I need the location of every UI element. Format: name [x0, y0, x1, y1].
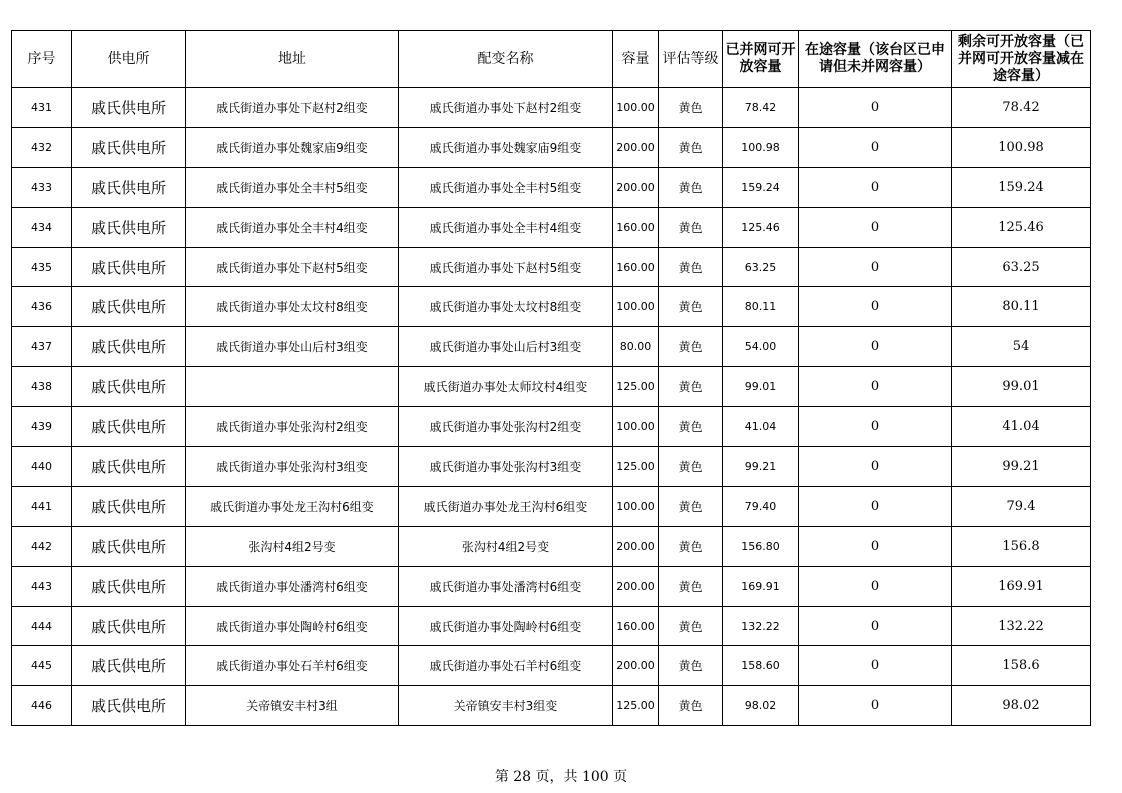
cell-connected: 132.22 [723, 606, 799, 646]
cell-remaining: 159.24 [952, 167, 1091, 207]
table-body [12, 88, 1091, 726]
cell-connected: 80.11 [723, 287, 799, 327]
cell-address: 戚氏街道办事处潘湾村6组变 [186, 566, 399, 606]
header-remaining: 剩余可开放容量（已并网可开放容量减在途容量） [952, 31, 1091, 88]
cell-remaining: 79.4 [952, 486, 1091, 526]
cell-address: 戚氏街道办事处张沟村2组变 [186, 407, 399, 447]
cell-remaining: 99.21 [952, 447, 1091, 487]
table-row [12, 367, 1091, 407]
cell-transformer: 戚氏街道办事处山后村3组变 [399, 327, 613, 367]
cell-grade: 黄色 [659, 447, 723, 487]
cell-supplier: 戚氏供电所 [72, 287, 186, 327]
cell-capacity: 200.00 [613, 127, 659, 167]
table-row [12, 486, 1091, 526]
capacity-table [11, 30, 1091, 726]
cell-no: 436 [12, 287, 72, 327]
cell-grade: 黄色 [659, 407, 723, 447]
cell-address: 戚氏街道办事处下赵村2组变 [186, 88, 399, 128]
cell-capacity: 100.00 [613, 486, 659, 526]
cell-in-transit: 0 [799, 327, 952, 367]
cell-remaining: 54 [952, 327, 1091, 367]
cell-in-transit: 0 [799, 646, 952, 686]
table-row [12, 447, 1091, 487]
table-row [12, 606, 1091, 646]
header-address: 地址 [186, 31, 399, 88]
cell-capacity: 160.00 [613, 247, 659, 287]
cell-address: 关帝镇安丰村3组 [186, 686, 399, 726]
cell-supplier: 戚氏供电所 [72, 167, 186, 207]
cell-grade: 黄色 [659, 88, 723, 128]
cell-supplier: 戚氏供电所 [72, 127, 186, 167]
cell-address: 戚氏街道办事处魏家庙9组变 [186, 127, 399, 167]
cell-transformer: 戚氏街道办事处太师坟村4组变 [399, 367, 613, 407]
cell-address: 戚氏街道办事处太坟村8组变 [186, 287, 399, 327]
cell-address: 戚氏街道办事处张沟村3组变 [186, 447, 399, 487]
cell-connected: 156.80 [723, 526, 799, 566]
cell-address: 戚氏街道办事处下赵村5组变 [186, 247, 399, 287]
cell-grade: 黄色 [659, 127, 723, 167]
cell-no: 442 [12, 526, 72, 566]
cell-remaining: 100.98 [952, 127, 1091, 167]
cell-in-transit: 0 [799, 207, 952, 247]
cell-remaining: 132.22 [952, 606, 1091, 646]
cell-capacity: 100.00 [613, 287, 659, 327]
cell-in-transit: 0 [799, 486, 952, 526]
cell-connected: 41.04 [723, 407, 799, 447]
cell-transformer: 戚氏街道办事处潘湾村6组变 [399, 566, 613, 606]
cell-connected: 54.00 [723, 327, 799, 367]
table-row [12, 526, 1091, 566]
cell-remaining: 63.25 [952, 247, 1091, 287]
cell-grade: 黄色 [659, 247, 723, 287]
cell-transformer: 戚氏街道办事处太坟村8组变 [399, 287, 613, 327]
cell-in-transit: 0 [799, 127, 952, 167]
cell-capacity: 160.00 [613, 606, 659, 646]
table-row [12, 167, 1091, 207]
cell-supplier: 戚氏供电所 [72, 646, 186, 686]
cell-supplier: 戚氏供电所 [72, 566, 186, 606]
cell-in-transit: 0 [799, 447, 952, 487]
cell-capacity: 100.00 [613, 88, 659, 128]
cell-address: 戚氏街道办事处陶岭村6组变 [186, 606, 399, 646]
cell-grade: 黄色 [659, 646, 723, 686]
table-row [12, 566, 1091, 606]
cell-transformer: 戚氏街道办事处张沟村2组变 [399, 407, 613, 447]
cell-no: 440 [12, 447, 72, 487]
cell-grade: 黄色 [659, 367, 723, 407]
cell-no: 439 [12, 407, 72, 447]
cell-capacity: 200.00 [613, 167, 659, 207]
cell-supplier: 戚氏供电所 [72, 327, 186, 367]
cell-supplier: 戚氏供电所 [72, 207, 186, 247]
cell-address: 戚氏街道办事处全丰村5组变 [186, 167, 399, 207]
table-row [12, 287, 1091, 327]
table-row [12, 646, 1091, 686]
cell-supplier: 戚氏供电所 [72, 447, 186, 487]
cell-connected: 63.25 [723, 247, 799, 287]
cell-grade: 黄色 [659, 686, 723, 726]
cell-address: 张沟村4组2号变 [186, 526, 399, 566]
cell-in-transit: 0 [799, 247, 952, 287]
cell-no: 446 [12, 686, 72, 726]
table-row [12, 247, 1091, 287]
cell-capacity: 125.00 [613, 367, 659, 407]
cell-in-transit: 0 [799, 606, 952, 646]
cell-no: 438 [12, 367, 72, 407]
cell-remaining: 156.8 [952, 526, 1091, 566]
cell-connected: 125.46 [723, 207, 799, 247]
cell-transformer: 戚氏街道办事处张沟村3组变 [399, 447, 613, 487]
table-row [12, 88, 1091, 128]
cell-grade: 黄色 [659, 167, 723, 207]
cell-remaining: 98.02 [952, 686, 1091, 726]
cell-grade: 黄色 [659, 606, 723, 646]
cell-connected: 159.24 [723, 167, 799, 207]
cell-supplier: 戚氏供电所 [72, 526, 186, 566]
cell-remaining: 80.11 [952, 287, 1091, 327]
cell-in-transit: 0 [799, 287, 952, 327]
cell-transformer: 戚氏街道办事处全丰村5组变 [399, 167, 613, 207]
table-row [12, 207, 1091, 247]
cell-in-transit: 0 [799, 526, 952, 566]
cell-supplier: 戚氏供电所 [72, 606, 186, 646]
cell-connected: 79.40 [723, 486, 799, 526]
cell-remaining: 99.01 [952, 367, 1091, 407]
cell-connected: 158.60 [723, 646, 799, 686]
cell-supplier: 戚氏供电所 [72, 686, 186, 726]
header-supplier: 供电所 [72, 31, 186, 88]
table-header [12, 31, 1091, 88]
cell-in-transit: 0 [799, 367, 952, 407]
cell-remaining: 78.42 [952, 88, 1091, 128]
header-transformer: 配变名称 [399, 31, 613, 88]
cell-connected: 98.02 [723, 686, 799, 726]
cell-no: 441 [12, 486, 72, 526]
cell-no: 435 [12, 247, 72, 287]
cell-remaining: 41.04 [952, 407, 1091, 447]
cell-transformer: 戚氏街道办事处下赵村5组变 [399, 247, 613, 287]
cell-transformer: 戚氏街道办事处石羊村6组变 [399, 646, 613, 686]
cell-supplier: 戚氏供电所 [72, 367, 186, 407]
cell-connected: 99.21 [723, 447, 799, 487]
cell-supplier: 戚氏供电所 [72, 88, 186, 128]
table-row [12, 327, 1091, 367]
cell-connected: 99.01 [723, 367, 799, 407]
cell-transformer: 戚氏街道办事处魏家庙9组变 [399, 127, 613, 167]
header-no: 序号 [12, 31, 72, 88]
cell-no: 431 [12, 88, 72, 128]
cell-address: 戚氏街道办事处全丰村4组变 [186, 207, 399, 247]
cell-capacity: 125.00 [613, 447, 659, 487]
cell-capacity: 80.00 [613, 327, 659, 367]
page-footer: 第 28 页，共 100 页 [494, 769, 628, 785]
cell-no: 432 [12, 127, 72, 167]
cell-no: 444 [12, 606, 72, 646]
table-row [12, 127, 1091, 167]
cell-transformer: 戚氏街道办事处龙王沟村6组变 [399, 486, 613, 526]
header-capacity: 容量 [613, 31, 659, 88]
cell-no: 433 [12, 167, 72, 207]
cell-transformer: 关帝镇安丰村3组变 [399, 686, 613, 726]
cell-in-transit: 0 [799, 407, 952, 447]
cell-supplier: 戚氏供电所 [72, 247, 186, 287]
header-in-transit: 在途容量（该台区已申请但未并网容量） [799, 31, 952, 88]
cell-grade: 黄色 [659, 207, 723, 247]
cell-address: 戚氏街道办事处龙王沟村6组变 [186, 486, 399, 526]
cell-in-transit: 0 [799, 167, 952, 207]
cell-remaining: 125.46 [952, 207, 1091, 247]
cell-capacity: 200.00 [613, 646, 659, 686]
cell-grade: 黄色 [659, 287, 723, 327]
cell-no: 443 [12, 566, 72, 606]
cell-in-transit: 0 [799, 686, 952, 726]
cell-remaining: 158.6 [952, 646, 1091, 686]
cell-no: 445 [12, 646, 72, 686]
cell-capacity: 160.00 [613, 207, 659, 247]
cell-connected: 78.42 [723, 88, 799, 128]
cell-no: 434 [12, 207, 72, 247]
cell-grade: 黄色 [659, 566, 723, 606]
header-connected: 已并网可开放容量 [723, 31, 799, 88]
cell-in-transit: 0 [799, 566, 952, 606]
cell-capacity: 100.00 [613, 407, 659, 447]
cell-remaining: 169.91 [952, 566, 1091, 606]
cell-capacity: 125.00 [613, 686, 659, 726]
cell-capacity: 200.00 [613, 566, 659, 606]
cell-transformer: 戚氏街道办事处陶岭村6组变 [399, 606, 613, 646]
cell-in-transit: 0 [799, 88, 952, 128]
cell-supplier: 戚氏供电所 [72, 486, 186, 526]
cell-connected: 100.98 [723, 127, 799, 167]
cell-transformer: 戚氏街道办事处下赵村2组变 [399, 88, 613, 128]
table-row [12, 407, 1091, 447]
cell-capacity: 200.00 [613, 526, 659, 566]
header-grade: 评估等级 [659, 31, 723, 88]
cell-grade: 黄色 [659, 327, 723, 367]
cell-address [186, 367, 399, 407]
cell-grade: 黄色 [659, 486, 723, 526]
cell-transformer: 戚氏街道办事处全丰村4组变 [399, 207, 613, 247]
cell-transformer: 张沟村4组2号变 [399, 526, 613, 566]
cell-address: 戚氏街道办事处石羊村6组变 [186, 646, 399, 686]
cell-connected: 169.91 [723, 566, 799, 606]
cell-supplier: 戚氏供电所 [72, 407, 186, 447]
cell-address: 戚氏街道办事处山后村3组变 [186, 327, 399, 367]
cell-no: 437 [12, 327, 72, 367]
table-row [12, 686, 1091, 726]
cell-grade: 黄色 [659, 526, 723, 566]
